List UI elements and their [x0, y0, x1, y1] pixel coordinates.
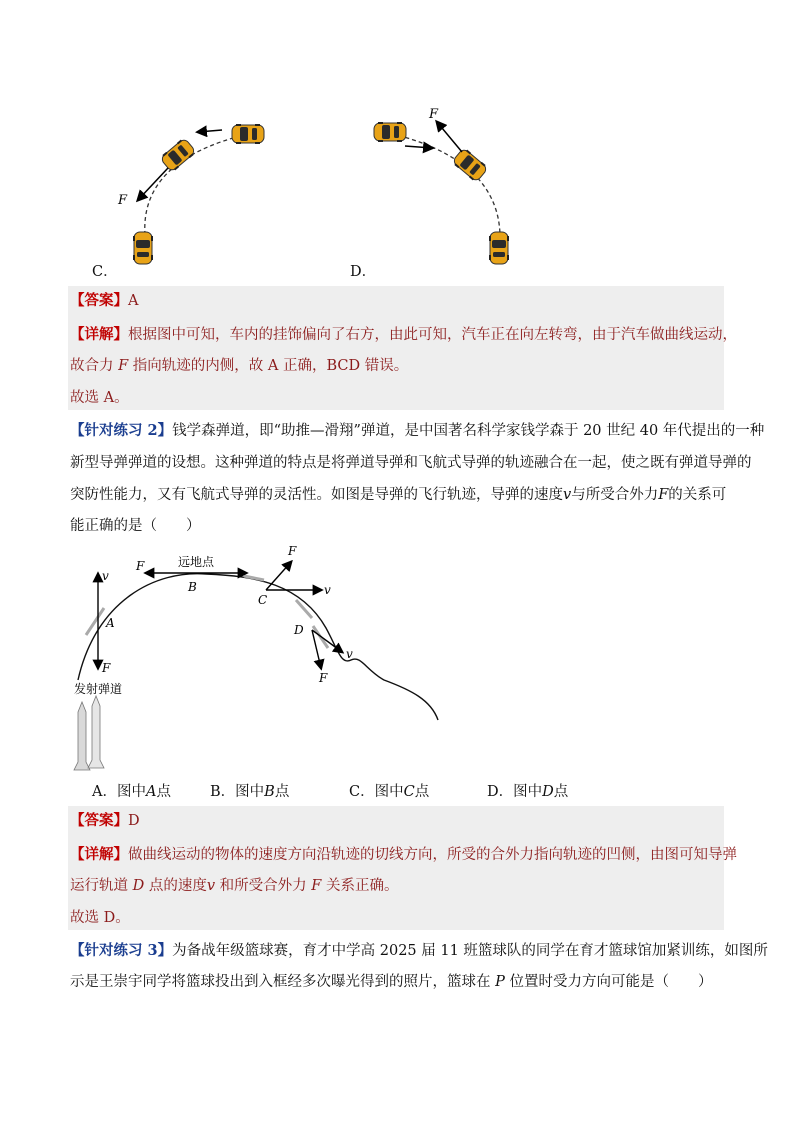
answer-block-2 — [68, 806, 724, 930]
missile-icon — [74, 696, 104, 770]
figure-missile — [66, 540, 456, 775]
vector-label-v: v — [102, 569, 109, 583]
answer-tag: 【答案】 — [70, 292, 128, 309]
point-label-b: B — [188, 580, 197, 594]
apogee-label: 远地点 — [178, 555, 215, 569]
question-2-line2: 新型导弹弹道的设想。这种弹道的特点是将弹道导弹和飞航式导弹的轨迹融合在一起，使之既有弹道导弹的 — [70, 455, 752, 471]
tangent-mark — [296, 600, 312, 618]
car-icon — [232, 124, 264, 144]
answer-value: A — [128, 293, 139, 309]
car-icon — [489, 232, 509, 264]
figure-cars — [80, 100, 530, 275]
detail-tag: 【详解】 — [70, 846, 128, 863]
option-d: D．图中D点 — [487, 784, 569, 800]
detail-1-line2: 故合力 F 指向轨迹的内侧，故 A 正确，BCD 错误。 — [70, 358, 409, 374]
question-tag: 【针对练习 3】 — [70, 942, 173, 959]
detail-2-line1: 【详解】做曲线运动的物体的速度方向沿轨迹的切线方向，所受的合外力指向轨迹的凹侧，由图可知导弹 — [70, 846, 737, 863]
point-label-a: A — [106, 616, 115, 630]
launch-label: 发射弹道 — [74, 682, 123, 696]
point-label-d: D — [294, 623, 304, 637]
conclusion-1: 故选 A。 — [70, 390, 129, 406]
tangent-mark — [244, 576, 264, 580]
option-label-c: C． — [92, 264, 118, 280]
vector-label-v: v — [324, 583, 331, 597]
point-label-c: C — [258, 593, 268, 607]
answer-2 — [70, 811, 140, 831]
figure-d — [374, 107, 509, 264]
detail-1-line1: 【详解】根据图中可知，车内的挂饰偏向了右方，由此可知，汽车正在向左转弯，由于汽车做曲线运动， — [70, 326, 737, 343]
question-2-line1: 【针对练习 2】钱学森弹道，即“助推—滑翔”弹道，是中国著名科学家钱学森于 20 世纪 40 年代提出的一种 — [70, 422, 765, 439]
vector-label-F: F — [102, 661, 111, 675]
option-label-d: D． — [350, 264, 377, 280]
detail-2-line2: 运行轨道 D 点的速度v 和所受合外力 F 关系正确。 — [70, 878, 399, 894]
answer-1 — [70, 291, 138, 311]
answer-tag: 【答案】 — [70, 812, 128, 829]
option-c: C．图中C点 — [349, 784, 430, 800]
vector-label-F: F — [136, 559, 145, 573]
question-3-line2: 示是王崇宇同学将篮球投出到入框经多次曝光得到的照片，篮球在 P 位置时受力方向可能是（ ） — [70, 974, 713, 990]
detail-tag: 【详解】 — [70, 326, 128, 343]
option-a: A．图中A点 — [92, 784, 171, 800]
option-b: B．图中B点 — [210, 784, 290, 800]
vector-label-F: F — [319, 671, 328, 685]
tangent-mark — [86, 608, 104, 635]
conclusion-2: 故选 D。 — [70, 910, 130, 926]
question-2-line3: 突防性能力，又有飞航式导弹的灵活性。如图是导弹的飞行轨迹，导弹的速度v与所受合外力F的关系可 — [70, 487, 727, 503]
question-2-line4: 能正确的是（ ） — [70, 518, 201, 534]
vector-label-v: v — [346, 647, 353, 661]
answer-value: D — [128, 813, 140, 829]
question-3-line1: 【针对练习 3】为备战年级篮球赛，育才中学高 2025 届 11 班篮球队的同学在育才篮球馆加紧训练，如图所 — [70, 942, 768, 959]
car-icon — [133, 232, 153, 264]
answer-block-1 — [68, 286, 724, 410]
car-icon — [374, 122, 406, 142]
car-icon — [451, 147, 488, 183]
figure-c — [117, 124, 264, 264]
question-tag: 【针对练习 2】 — [70, 422, 173, 439]
force-label-c: F — [118, 193, 128, 208]
vector-label-F: F — [288, 544, 297, 558]
force-label-d: F — [429, 107, 439, 122]
car-icon — [159, 137, 196, 173]
